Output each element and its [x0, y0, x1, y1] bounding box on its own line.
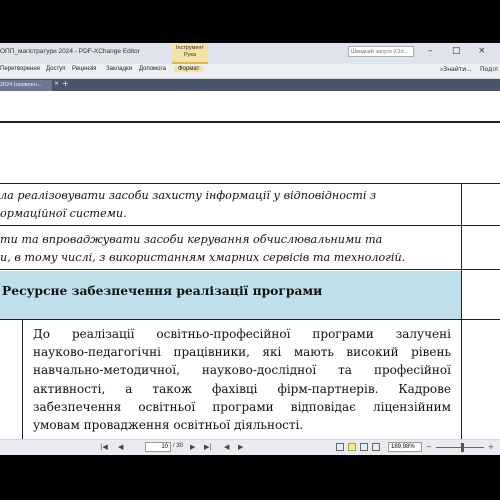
document-view[interactable] — [0, 91, 500, 439]
last-page-button[interactable]: ▶| — [204, 443, 212, 451]
menu-help[interactable]: Допомога — [139, 66, 166, 72]
table-top-rule — [0, 121, 500, 123]
zoom-level-input[interactable]: 189,98% — [388, 442, 422, 452]
zoom-out-button[interactable]: − — [426, 443, 432, 451]
body-line: умовам провадження освітньої діяльності. — [33, 418, 304, 433]
body-line: До реалізації освітньо-професійної програми залучені — [33, 327, 451, 341]
title-bar — [0, 43, 500, 64]
minimize-button[interactable]: – — [428, 46, 433, 56]
maximize-button[interactable]: □ — [452, 46, 461, 56]
body-line: науково-педагогічні працівники, які мають високий рівень — [33, 345, 451, 360]
zoom-slider-track[interactable] — [436, 447, 484, 448]
section-title: Ресурсне забезпечення реалізації програми — [2, 283, 323, 298]
search-icon: ⌕ — [440, 66, 444, 73]
first-page-button[interactable]: |◀ — [100, 443, 108, 451]
menu-access[interactable]: Доступ — [46, 66, 66, 72]
new-tab-button[interactable]: + — [62, 79, 69, 88]
page-number-input[interactable]: 10 — [145, 442, 171, 452]
zoom-slider-handle[interactable] — [461, 443, 464, 452]
body-line: навчально-методичної, науково-дослідної та професійної — [33, 363, 451, 378]
table-row — [0, 231, 462, 267]
quick-launch-search-input[interactable] — [348, 46, 414, 57]
two-page-icon[interactable] — [360, 443, 368, 451]
document-tab[interactable]: 2024 (оновлен... — [0, 80, 52, 91]
close-tab-icon[interactable]: × — [54, 80, 60, 87]
find-button[interactable] — [440, 66, 472, 74]
find-label: Знайти... — [443, 66, 472, 73]
menu-bookmarks[interactable]: Закладки — [106, 66, 132, 72]
table-right-border — [461, 183, 462, 439]
section-header — [0, 271, 462, 319]
page-total: / 30 — [173, 443, 184, 449]
app-window — [0, 43, 500, 455]
body-line: забезпечення освітньої програми відповідає ліцензійним — [33, 399, 451, 414]
prev-page-button[interactable]: ◀ — [118, 443, 124, 451]
menu-format[interactable]: Формат — [174, 66, 203, 72]
status-bar — [0, 439, 500, 455]
menu-convert[interactable]: Перетворення — [0, 66, 40, 72]
table-row — [0, 187, 462, 223]
row2-line1: ти та впроваджувати засоби керування обчислювальними та — [0, 233, 383, 246]
row1-line2: ормаційної системи. — [0, 207, 127, 220]
table-row-divider — [0, 183, 500, 184]
document-tab-strip — [0, 79, 500, 91]
table-row-divider — [0, 319, 500, 320]
table-column-divider — [22, 319, 23, 439]
back-button[interactable]: ◀ — [224, 443, 230, 451]
hand-tool-tab[interactable]: Інструмент Рука — [172, 43, 208, 64]
menu-review[interactable]: Рецензія — [72, 66, 97, 72]
row1-line1: ла реалізовувати засоби захисту інформації у відповідності з — [0, 189, 377, 202]
single-page-icon[interactable] — [336, 443, 344, 451]
next-page-button[interactable]: ▶ — [190, 443, 196, 451]
zoom-in-button[interactable]: + — [488, 443, 494, 451]
staffing-paragraph — [33, 325, 451, 434]
menu-bar — [0, 64, 500, 79]
forward-button[interactable]: ▶ — [238, 443, 244, 451]
table-row-divider — [0, 225, 500, 226]
table-row-divider — [0, 269, 500, 270]
row2-line2: и, в тому числі, з використанням хмарних сервісів та технологій. — [0, 251, 406, 264]
window-title: ОПП_магістратури 2024 - PDF-XChange Editor — [0, 48, 140, 55]
close-button[interactable]: × — [478, 46, 486, 56]
continuous-page-icon[interactable] — [348, 443, 356, 451]
body-line: активності, а також фахівці фірм-партнерів. Кадрове — [33, 381, 451, 396]
two-page-continuous-icon[interactable] — [372, 443, 380, 451]
share-button[interactable]: Поділ — [480, 66, 498, 73]
